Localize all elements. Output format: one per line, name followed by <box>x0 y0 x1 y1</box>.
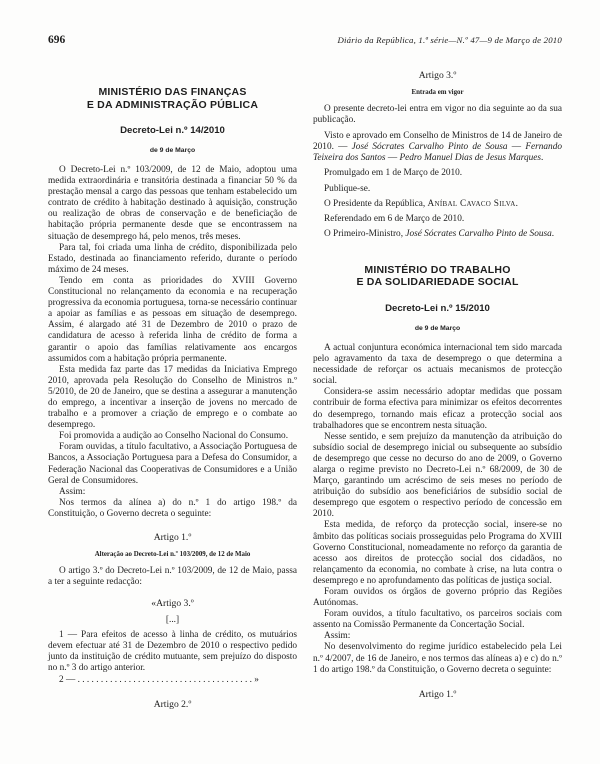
artigo-2-heading: Artigo 2.º <box>153 698 192 710</box>
period: . <box>541 153 544 164</box>
paragraph: A actual conjuntura económica internacional tem sido marcada pelo agravamento da taxa de desemprego o que determina a necessidade de reforçar os actuais mecanismos de protecção social. <box>313 342 562 387</box>
period: . <box>515 198 518 209</box>
left-column <box>48 62 297 718</box>
paragraph: O presente decreto-lei entra em vigor no dia seguinte ao da sua publicação. <box>313 104 562 126</box>
decree-date: de 9 de Março <box>414 324 461 332</box>
dotted-leader-line: 2 — . . . . . . . . . . . . . . . . . . . . . . . . . . . . . . . . . . . . . . » <box>59 674 259 685</box>
approval-intro: Visto e aprovado em Conselho de Ministros de 14 de Janeiro de 2010. — <box>313 131 562 153</box>
paragraph: Foram ouvidos, a título facultativo, os parceiros sociais com assento na Comissão Permanente da Concertação Social. <box>313 609 562 631</box>
page-header <box>48 34 562 46</box>
signer-name: José Sócrates Carvalho Pinto de Sousa <box>351 142 508 153</box>
period: . <box>551 228 555 239</box>
decree-title-15-2010: Decreto-Lei n.º 15/2010 <box>385 302 490 314</box>
paragraph: Foram ouvidas, a título facultativo, a Associação Portuguesa de Bancos, a Associação Portuguesa para a Defesa do Consumidor, a Federação Nacional das Cooperativas de Consumidores e a União Geral de Consumidores. <box>48 442 297 486</box>
page-number: 696 <box>48 34 66 46</box>
paragraph: Esta medida faz parte das 17 medidas da Iniciativa Emprego 2010, aprovada pela Resolução do Conselho de Ministros n.º 5/2010, de 20 de Janeiro, que se destina a assegurar a manutenção do emprego, a incentivar a inserção de jovens no mercado de trabalho e a promover a criação de emprego e o combate ao desemprego. <box>48 364 297 431</box>
prime-minister-line <box>313 229 562 240</box>
right-column <box>313 62 562 718</box>
approval-paragraph <box>313 131 562 164</box>
promulgation-line: Promulgado em 1 de Março de 2010. <box>324 168 463 179</box>
ministry-heading-financas <box>48 86 297 111</box>
artigo-3-heading: Artigo 3.º <box>418 70 457 81</box>
paragraph: Considera-se assim necessário adoptar medidas que possam contribuir de forma efectiva para minimizar os efeitos decorrentes do desemprego, tornando mais eficaz a protecção social aos trabalhadores que se encontrem nesta situação. <box>313 387 562 431</box>
signer-name: Pedro Manuel Dias de Jesus Marques <box>399 153 542 164</box>
ministry-line-2: E DA SOLIDARIEDADE SOCIAL <box>356 276 519 289</box>
paragraph: O Decreto-Lei n.º 103/2009, de 12 de Maio, adoptou uma medida extraordinária e transitória destinada a financiar 50 % da prestação mensal a cargo das pessoas que tenham estabelecido um contrato de crédito à habitação destinado à aquisição, construção ou realização de obras de conservação e de beneficiação de habitação própria permanente desde que se encontrassem na situação de desemprego há, pelo menos, três meses. <box>48 165 297 242</box>
artigo-3-subheading: Entrada em vigor <box>411 89 464 96</box>
ministry-line-1: MINISTÉRIO DO TRABALHO <box>364 263 511 276</box>
paragraph: Esta medida, de reforço da protecção social, insere-se no âmbito das políticas sociais prosseguidas pelo Programa do XVIII Governo Constitucional, nomeadamente no reforço da garantia de acesso aos direitos de protecção social dos cidadãos, no relançamento da economia, no combate à crise, na luta contra o desemprego e no aprofundamento das políticas de justiça social. <box>313 520 562 586</box>
artigo-1-heading: Artigo 1.º <box>153 532 192 543</box>
artigo-1-heading: Artigo 1.º <box>418 688 457 700</box>
separator-dash: — <box>385 153 400 164</box>
ministry-line-1: MINISTÉRIO DAS FINANÇAS <box>98 86 247 98</box>
paragraph: Assim: <box>324 631 351 642</box>
quoted-artigo-3-heading: «Artigo 3.º <box>151 598 194 610</box>
ellipsis-marker: [...] <box>165 615 180 626</box>
paragraph: Tendo em conta as prioridades do XVIII Governo Constitucional no relançamento da economia e na recuperação progressiva da economia portuguesa, torna-se necessário continuar a apoiar as famílias e as pessoas em situação de desemprego. Assim, é alargado até 31 de Dezembro de 2010 o prazo de candidatura de acesso à referida linha de crédito de forma a garantir o apoio das famílias relativamente aos encargos assumidos com a habitação própria permanente. <box>48 275 297 364</box>
separator-dash: — <box>507 142 526 153</box>
referendum-line: Referendado em 6 de Março de 2010. <box>324 213 465 224</box>
paragraph: Nos termos da alínea a) do n.º 1 do artigo 198.º da Constituição, o Governo decreta o seguinte: <box>48 497 297 519</box>
decree-title-14-2010: Decreto-Lei n.º 14/2010 <box>120 125 225 136</box>
pm-intro: O Primeiro-Ministro, <box>324 228 406 239</box>
signer-name: Fernando Teixeira dos Santos <box>313 142 562 164</box>
ministry-heading-trabalho <box>313 264 562 289</box>
pm-name: José Sócrates Carvalho Pinto de Sousa <box>405 228 552 239</box>
paragraph: Assim: <box>59 486 86 497</box>
paragraph: Foram ouvidos os órgãos de governo próprio das Regiões Autónomas. <box>313 587 562 609</box>
signature-block <box>313 131 562 240</box>
two-column-layout <box>48 62 562 718</box>
paragraph: O artigo 3.º do Decreto-Lei n.º 103/2009, de 12 de Maio, passa a ter a seguinte redacção: <box>48 566 297 588</box>
president-intro: O Presidente da República, <box>324 198 428 209</box>
paragraph: Foi promovida a audição ao Conselho Nacional do Consumo. <box>59 431 289 442</box>
artigo-1-subheading: Alteração ao Decreto-Lei n.º 103/2009, de 12 de Maio <box>94 551 251 558</box>
president-line <box>313 199 562 210</box>
paragraph: Para tal, foi criada uma linha de crédito, disponibilizada pelo Estado, destinada ao financiamento referido, durante o período máximo de 24 meses. <box>48 242 297 275</box>
ministry-line-2: E DA ADMINISTRAÇÃO PÚBLICA <box>86 98 259 111</box>
president-name: Aníbal Cavaco Silva <box>427 198 516 209</box>
decree-date: de 9 de Março <box>149 147 196 154</box>
paragraph: Nesse sentido, e sem prejuízo da manutenção da atribuição do subsídio social de desemprego inicial ou subsequente ao subsídio de desemprego que cesse no decurso do ano de 2009, o Governo alarga o regime previsto no Decreto-Lei n.º 68/2009, de 30 de Março, garantindo um acréscimo de seis meses no período de atribuição do subsídio aos beneficiários de subsídio social de desemprego que esgotem o respectivo período de concessão em 2010. <box>313 431 562 520</box>
edition-line: Diário da República, 1.ª série—N.º 47—9 de Março de 2010 <box>337 35 562 45</box>
publique-se-line: Publique-se. <box>324 183 371 194</box>
paragraph: 1 — Para efeitos de acesso à linha de crédito, os mutuários devem efectuar até 31 de Dezembro de 2010 o respectivo pedido junto da instituição de crédito mutuante, sem prejuízo do disposto no n.º 3 do artigo anterior. <box>48 630 297 674</box>
paragraph: No desenvolvimento do regime jurídico estabelecido pela Lei n.º 4/2007, de 16 de Janeiro, e nos termos das alíneas a) e c) do n.º 1 do artigo 198.º da Constituição, o Governo decreta o seguinte: <box>313 642 562 675</box>
